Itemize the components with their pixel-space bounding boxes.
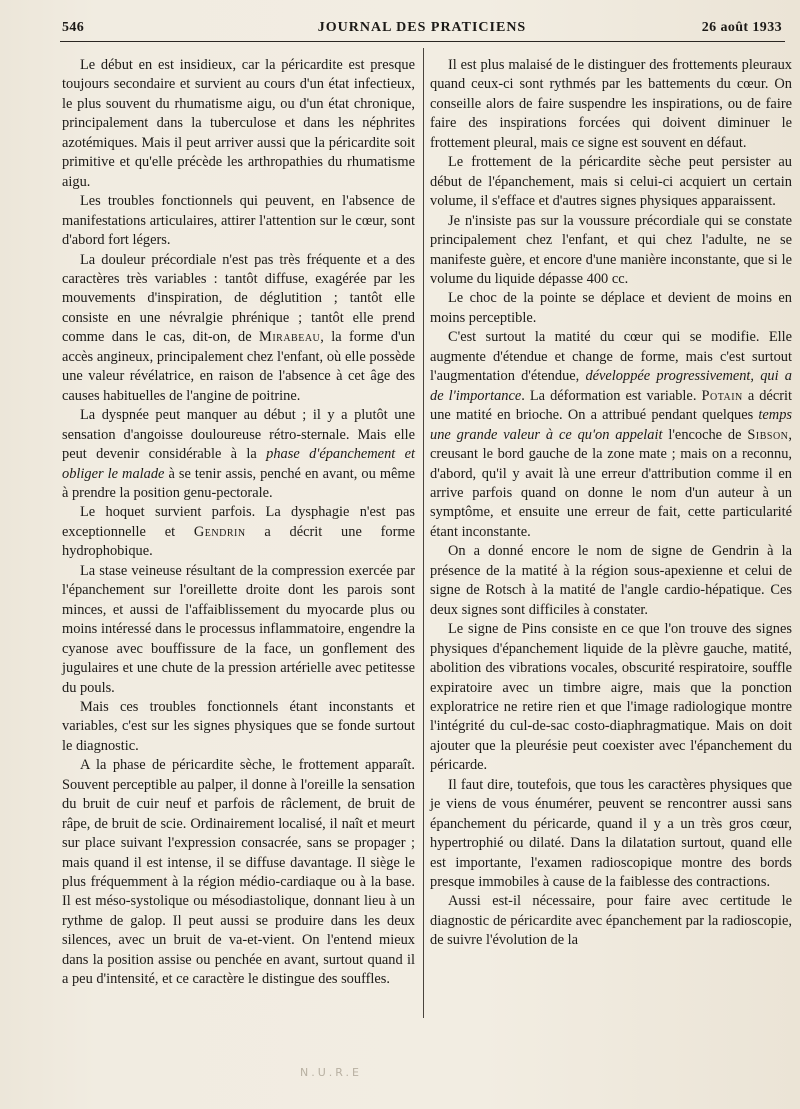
paragraph: Le début en est insidieux, car la péricardite est presque toujours secondaire et survient au cours d'un état infectieux, le plus souvent du rhumatisme aigu, ou d'un état chronique, principalement dans la tuberculose et dans les néphrites azotémiques. Mais il peut arriver aussi que la péricardite soit primitive et qu'elle précède les arthropathies du rhumatisme aigu.	[62, 57, 415, 190]
left-column	[62, 56, 415, 990]
paragraph: La stase veineuse résultant de la compression exercée par l'épanchement sur l'oreillette droite dont les parois sont minces, et aussi de l'affaiblissement du myocarde plus ou moins intéressé dans le processus inflammatoire, engendre la cyanose avec bouffissure de la face, un gonflement des jugulaires et une chute de la pression artérielle avec petitesse du pouls.	[62, 562, 415, 696]
text-run: La dyspnée peut manquer au début ; il y a plutôt une sensation d'angoisse douloureuse rétro-sternale. Mais elle peut devenir considérable à la	[62, 407, 415, 463]
text-run: La douleur précordiale n'est pas très fréquente et a des caractères très variables : tantôt diffuse, exagérée par les mouvements d'inspiration, de déglutition ; tantôt elle consiste en une névralgie phrénique ; tantôt elle prend comme dans le cas, dit-on, de	[62, 251, 415, 346]
author-name: Sibson	[747, 426, 789, 443]
paragraph	[62, 251, 415, 407]
text-run: Le hoquet survient parfois. La dysphagie n'est pas exceptionnelle et	[62, 504, 415, 540]
text-run: , la forme d'un accès angineux, principalement chez l'enfant, où elle possède une valeur révélatrice, en raison de l'absence à cet âge des causes habituelles de l'angine de poitrine.	[62, 329, 415, 404]
text-run: . La déformation est variable.	[521, 387, 702, 404]
right-column	[430, 56, 792, 951]
paragraph	[62, 503, 415, 561]
paragraph	[62, 406, 415, 503]
library-stamp: N.U.R.E	[300, 1066, 362, 1079]
issue-date: 26 août 1933	[701, 20, 782, 35]
author-name: Mirabeau	[259, 329, 321, 346]
emphasis: temps une grande valeur à ce qu'on appelait	[430, 407, 792, 443]
text-run: , creusant le bord gauche de la zone mate ; mais on a reconnu, d'abord, qu'il y avait là une erreur d'attribution comme il en arrive parfois quand on donne le nom d'un auteur à un symptôme, et ensuite une erreur de fait, cette particularité étant inconstante.	[430, 426, 793, 540]
text-run: l'encoche de	[662, 426, 748, 443]
paragraph: Le signe de Pins consiste en ce que l'on trouve des signes physiques d'épanchement liquide de la plèvre gauche, matité, abolition des vibrations vocales, obscurité respiratoire, souffle expiratoire avec un timbre aigre, mais que la ponction exploratrice ne retire rien et que l'image radiologique montre l'intégrité du cul-de-sac costo-diaphragmatique. Mais on doit ajouter que la pleurésie peut coexister avec l'épanchement du péricarde.	[430, 621, 792, 774]
paragraph: Le choc de la pointe se déplace et devient de moins en moins perceptible.	[430, 290, 792, 326]
author-name: Potain	[701, 387, 743, 404]
paragraph: Il est plus malaisé de le distinguer des frottements pleuraux quand ceux-ci sont rythmés par les battements du cœur. On conseille alors de faire suspendre les inspirations, ou de faire faire des inspirations forcées qui doivent diminuer le frottement pleural, mais ce signe est souvent en défaut.	[430, 57, 792, 151]
paragraph: Le frottement de la péricardite sèche peut persister au début de l'épanchement, mais si celui-ci acquiert un certain volume, il s'efface et d'autres signes physiques apparaissent.	[430, 154, 792, 210]
running-header	[62, 20, 782, 40]
text-run: à se tenir assis, penché en avant, ou même à prendre la position genu-pectorale.	[62, 465, 416, 501]
paragraph: Aussi est-il nécessaire, pour faire avec certitude le diagnostic de péricardite avec épanchement par la radioscopie, de suivre l'évolution de la	[430, 893, 792, 949]
paragraph: Je n'insiste pas sur la voussure précordiale qui se constate principalement chez l'enfant, et qui chez l'adulte, ne se manifeste guère, et encore d'une manière inconstante, que si le volume du liquide dépasse 400 cc.	[430, 212, 792, 287]
emphasis: phase d'épanchement et obliger le malade	[62, 446, 415, 482]
paragraph: A la phase de péricardite sèche, le frottement apparaît. Souvent perceptible au palper, il donne à l'oreille la sensation du bruit de cuir neuf et parfois de râclement, de bruit de râpe, de bruit de scie. Ordinairement localisé, il naît et meurt sur place suivant l'expression consacrée, sans se propager ; mais quand il est intense, il se diffuse davantage. Il siège le plus fréquemment à la région médio-cardiaque ou à la base. Il est méso-systolique ou mésodiastolique, donnant lieu à un rythme de galop. Il peut aussi se produire dans les deux silences, avec un bruit de va-et-vient. On l'entend mieux dans la position assise ou penchée en avant, surtout quand il a peu d'intensité, et ce caractère le distingue des souffles.	[62, 757, 415, 988]
column-divider	[423, 48, 424, 1018]
text-run: C'est surtout la matité du cœur qui se modifie. Elle augmente d'étendue et change de forme, mais c'est surtout l'augmentation d'étendue,	[430, 329, 792, 385]
paragraph: On a donné encore le nom de signe de Gendrin à la présence de la matité à la région sous-apexienne et celui de signe de Rotsch à la matité de l'angle cardio-hépatique. Ces deux signes sont difficiles à constater.	[430, 543, 792, 618]
header-rule	[60, 41, 785, 42]
text-run: a décrit une forme hydrophobique.	[62, 523, 415, 560]
paragraph: Mais ces troubles fonctionnels étant inconstants et variables, c'est sur les signes physiques que se fonde surtout le diagnostic.	[62, 698, 415, 754]
paragraph	[430, 328, 792, 542]
text-run: a décrit une matité en brioche. On a attribué pendant quelques	[430, 387, 792, 424]
paragraph: Les troubles fonctionnels qui peuvent, en l'absence de manifestations articulaires, attirer l'attention sur le cœur, sont d'abord fort légers.	[62, 193, 415, 249]
page-number: 546	[62, 20, 85, 35]
paragraph: Il faut dire, toutefois, que tous les caractères physiques que je viens de vous énumérer, peuvent se rencontrer aussi sans épanchement du péricarde, quand il y a un très gros cœur, hypertrophié ou dilaté. Dans la dilatation surtout, quand elle est importante, l'examen radioscopique montre des bords presque immobiles à cause de la faiblesse des contractions.	[430, 776, 792, 891]
journal-title: JOURNAL DES PRATICIENS	[317, 20, 527, 35]
emphasis: développée progressivement, qui a de l'importance	[430, 368, 792, 404]
author-name: Gendrin	[193, 523, 246, 540]
